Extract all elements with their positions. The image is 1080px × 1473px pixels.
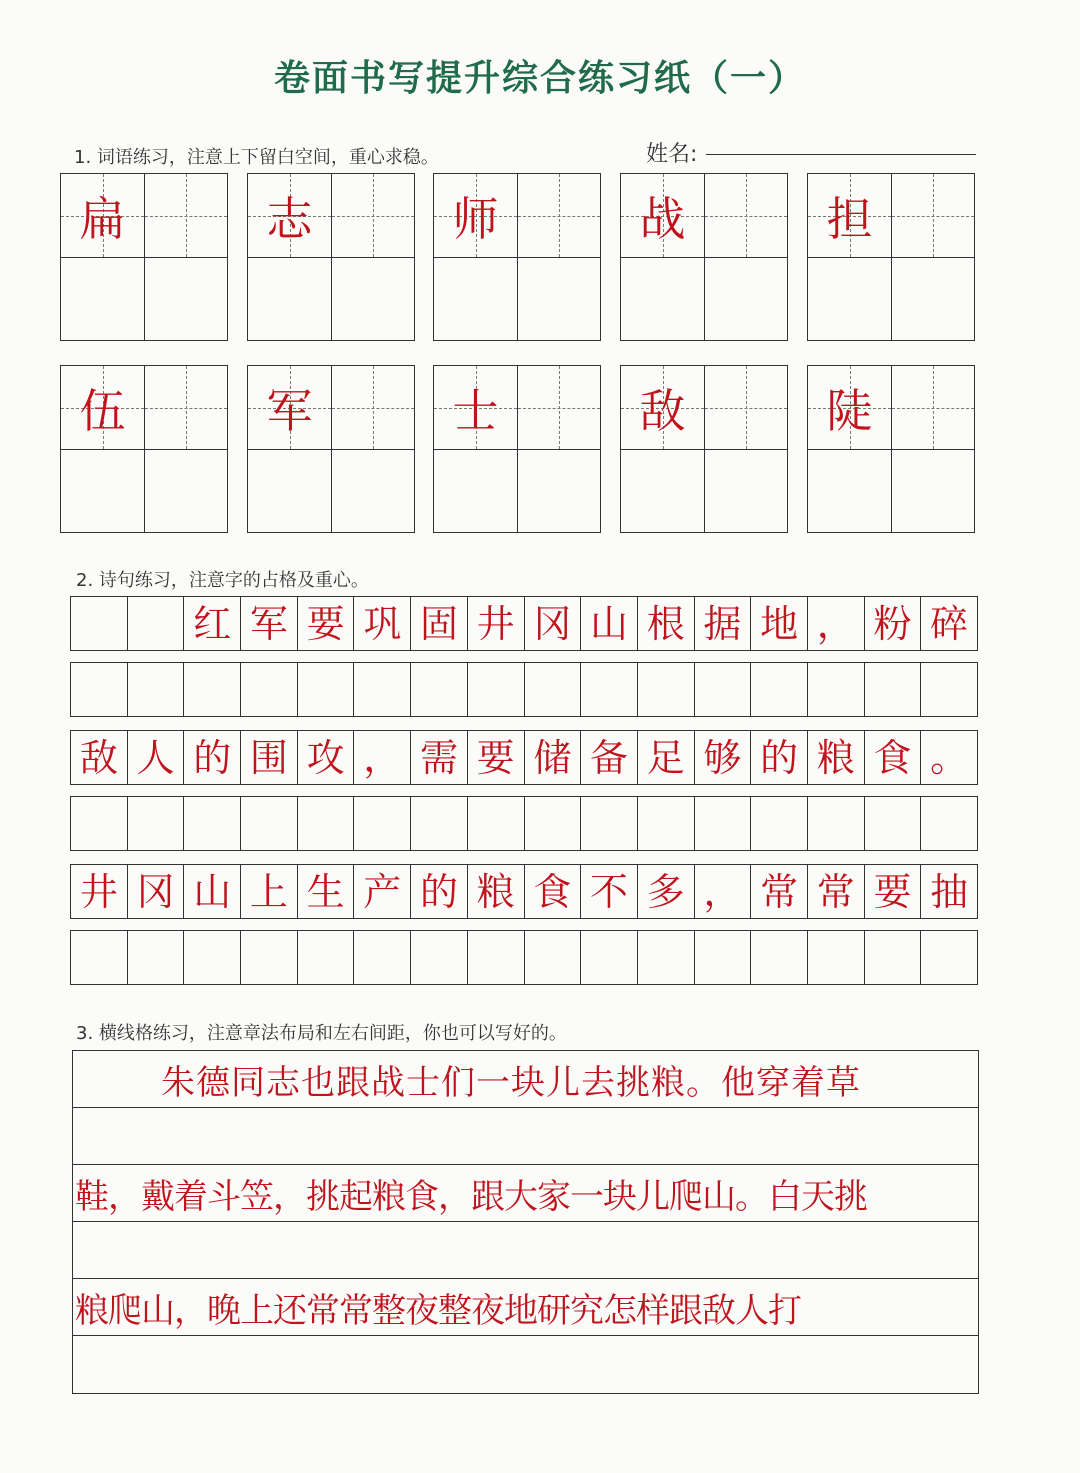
guide-line [518, 408, 600, 409]
poem-cell: 据 [695, 597, 752, 650]
practice-cell[interactable] [621, 257, 704, 340]
page-title: 卷面书写提升综合练习纸（一） [273, 57, 806, 99]
poem-cell: 巩 [354, 597, 411, 650]
poem-cell[interactable] [525, 797, 582, 850]
poem-cell[interactable] [241, 797, 298, 850]
model-cell [248, 174, 331, 257]
guide-line [518, 216, 600, 217]
practice-cell[interactable] [144, 174, 227, 257]
model-character: 陡 [826, 383, 873, 438]
practice-cell[interactable] [891, 449, 974, 532]
poem-cell[interactable] [354, 797, 411, 850]
poem-cell: 常 [808, 865, 865, 918]
model-character: 志 [266, 191, 313, 246]
poem-cell: ， [808, 597, 865, 650]
poem-cell: 敌 [71, 731, 128, 784]
poem-cell: 储 [525, 731, 582, 784]
lined-row-blank[interactable] [73, 1222, 978, 1279]
poem-cell: ， [695, 865, 752, 918]
poem-cell: 不 [581, 865, 638, 918]
practice-cell[interactable] [517, 366, 600, 449]
poem-cell[interactable] [695, 931, 752, 984]
char-practice-grid[interactable] [247, 173, 415, 341]
poem-cell: 军 [241, 597, 298, 650]
char-practice-grid[interactable] [807, 173, 975, 341]
poem-cell: 上 [241, 865, 298, 918]
poem-cell: 粮 [468, 865, 525, 918]
practice-cell[interactable] [808, 449, 891, 532]
practice-cell[interactable] [248, 257, 331, 340]
practice-cell[interactable] [704, 257, 787, 340]
poem-cell[interactable] [184, 663, 241, 716]
poem-cell: 冈 [128, 865, 185, 918]
poem-cell: 冈 [525, 597, 582, 650]
poem-cell[interactable] [468, 663, 525, 716]
poem-cell: 碎 [930, 601, 969, 646]
model-cell [808, 174, 891, 257]
guide-line [892, 408, 974, 409]
poem-cell[interactable] [638, 797, 695, 850]
practice-cell[interactable] [144, 257, 227, 340]
guide-line [332, 408, 414, 409]
poem-row-written [70, 864, 978, 919]
lined-practice-area [72, 1050, 979, 1394]
poem-cell[interactable] [184, 931, 241, 984]
practice-cell[interactable] [331, 257, 414, 340]
practice-cell[interactable] [891, 174, 974, 257]
poem-cell[interactable] [411, 931, 468, 984]
char-practice-grid[interactable] [60, 173, 228, 341]
poem-cell: 要 [298, 597, 355, 650]
poem-cell: 攻 [298, 731, 355, 784]
poem-cell[interactable] [241, 663, 298, 716]
poem-cell: 井 [71, 865, 128, 918]
guide-line [705, 408, 787, 409]
poem-row-blank [70, 662, 978, 717]
poem-cell: 井 [468, 597, 525, 650]
poem-cell: 固 [411, 597, 468, 650]
lined-row-blank[interactable] [73, 1336, 978, 1393]
model-cell [434, 366, 517, 449]
practice-cell[interactable] [704, 174, 787, 257]
poem-cell[interactable] [468, 931, 525, 984]
practice-cell[interactable] [704, 449, 787, 532]
practice-cell[interactable] [144, 366, 227, 449]
poem-cell[interactable] [751, 663, 808, 716]
section1-instruction: 1. 词语练习，注意上下留白空间，重心求稳。 [74, 147, 439, 168]
char-practice-grid[interactable] [620, 365, 788, 533]
name-label: 姓名: [646, 142, 698, 167]
poem-cell[interactable] [411, 797, 468, 850]
model-cell [61, 174, 144, 257]
practice-cell[interactable] [517, 449, 600, 532]
poem-cell[interactable] [241, 931, 298, 984]
model-cell [808, 366, 891, 449]
practice-cell[interactable] [517, 174, 600, 257]
poem-cell[interactable] [808, 931, 865, 984]
poem-cell[interactable] [184, 797, 241, 850]
model-character: 士 [452, 383, 499, 438]
lined-row-written: 朱德同志也跟战士们一块儿去挑粮。他穿着草 [73, 1051, 978, 1108]
guide-line [145, 216, 227, 217]
poem-cell: 山 [184, 865, 241, 918]
poem-cell[interactable] [71, 663, 128, 716]
lined-row-blank[interactable] [73, 1108, 978, 1165]
poem-cell: 粮 [808, 731, 865, 784]
poem-cell[interactable] [128, 931, 185, 984]
poem-cell[interactable] [468, 797, 525, 850]
char-practice-grid[interactable] [433, 365, 601, 533]
model-character: 扁 [79, 191, 126, 246]
poem-cell[interactable] [808, 797, 865, 850]
char-practice-grid[interactable] [60, 365, 228, 533]
practice-cell[interactable] [704, 366, 787, 449]
poem-cell: 产 [354, 865, 411, 918]
poem-cell: 的 [184, 731, 241, 784]
poem-cell [71, 597, 128, 650]
poem-cell[interactable] [581, 797, 638, 850]
poem-cell[interactable] [128, 797, 185, 850]
poem-cell[interactable] [71, 797, 128, 850]
char-practice-grid[interactable] [433, 173, 601, 341]
practice-cell[interactable] [144, 449, 227, 532]
poem-cell[interactable] [751, 797, 808, 850]
model-cell [621, 174, 704, 257]
lined-row-written: 鞋，戴着斗笠，挑起粮食，跟大家一块儿爬山。白天挑 [73, 1165, 978, 1222]
poem-cell: 常 [751, 865, 808, 918]
practice-cell[interactable] [331, 449, 414, 532]
poem-cell[interactable] [808, 663, 865, 716]
section3-instruction: 3. 横线格练习，注意章法布局和左右间距，你也可以写好的。 [76, 1023, 567, 1044]
practice-cell[interactable] [248, 449, 331, 532]
poem-cell: 根 [638, 597, 695, 650]
practice-cell[interactable] [891, 257, 974, 340]
poem-cell[interactable] [921, 797, 977, 850]
poem-row-written [70, 596, 978, 651]
guide-line [332, 216, 414, 217]
poem-cell[interactable] [865, 663, 922, 716]
model-cell [61, 366, 144, 449]
poem-cell[interactable] [298, 663, 355, 716]
practice-cell[interactable] [434, 449, 517, 532]
model-character: 担 [826, 191, 873, 246]
poem-cell: 要 [468, 731, 525, 784]
poem-cell[interactable] [298, 797, 355, 850]
poem-cell[interactable] [921, 931, 977, 984]
poem-cell[interactable] [695, 663, 752, 716]
poem-cell[interactable] [354, 663, 411, 716]
char-practice-grid[interactable] [247, 365, 415, 533]
poem-cell: 足 [638, 731, 695, 784]
poem-cell[interactable] [525, 663, 582, 716]
model-character: 军 [266, 383, 313, 438]
poem-row-blank [70, 930, 978, 985]
poem-cell: 山 [581, 597, 638, 650]
poem-cell: ， [354, 731, 411, 784]
poem-cell: 。 [930, 735, 969, 780]
poem-row-written [70, 730, 978, 785]
poem-cell[interactable] [581, 663, 638, 716]
practice-cell[interactable] [434, 257, 517, 340]
practice-cell[interactable] [517, 257, 600, 340]
poem-cell[interactable] [411, 663, 468, 716]
poem-cell[interactable] [865, 931, 922, 984]
poem-cell [128, 597, 185, 650]
guide-line [145, 408, 227, 409]
poem-cell[interactable] [751, 931, 808, 984]
poem-cell: 抽 [930, 869, 969, 914]
poem-cell[interactable] [638, 931, 695, 984]
char-practice-grid[interactable] [620, 173, 788, 341]
practice-cell[interactable] [331, 174, 414, 257]
model-character: 师 [452, 191, 499, 246]
section2-instruction: 2. 诗句练习，注意字的占格及重心。 [76, 570, 369, 591]
poem-cell: 围 [241, 731, 298, 784]
model-character: 敌 [639, 383, 686, 438]
guide-line [892, 216, 974, 217]
poem-cell[interactable] [865, 797, 922, 850]
poem-cell[interactable] [695, 797, 752, 850]
model-cell [248, 366, 331, 449]
poem-cell[interactable] [71, 931, 128, 984]
poem-cell: 的 [411, 865, 468, 918]
poem-cell: 粉 [865, 597, 922, 650]
poem-cell[interactable] [128, 663, 185, 716]
model-cell [434, 174, 517, 257]
poem-cell: 多 [638, 865, 695, 918]
poem-cell: 需 [411, 731, 468, 784]
poem-cell[interactable] [298, 931, 355, 984]
char-practice-grid[interactable] [807, 365, 975, 533]
practice-cell[interactable] [331, 366, 414, 449]
poem-cell: 红 [184, 597, 241, 650]
model-character: 战 [639, 191, 686, 246]
poem-cell: 的 [751, 731, 808, 784]
poem-cell: 要 [865, 865, 922, 918]
practice-cell[interactable] [891, 366, 974, 449]
name-input-line[interactable] [706, 154, 976, 155]
poem-cell: 食 [865, 731, 922, 784]
poem-cell: 备 [581, 731, 638, 784]
poem-cell: 生 [298, 865, 355, 918]
practice-cell[interactable] [61, 449, 144, 532]
guide-line [705, 216, 787, 217]
poem-cell[interactable] [581, 931, 638, 984]
poem-cell[interactable] [921, 663, 977, 716]
practice-cell[interactable] [61, 257, 144, 340]
poem-cell: 人 [128, 731, 185, 784]
poem-cell: 够 [695, 731, 752, 784]
poem-cell: 地 [751, 597, 808, 650]
lined-row-written: 粮爬山，晚上还常常整夜整夜地研究怎样跟敌人打 [73, 1279, 978, 1336]
poem-cell[interactable] [354, 931, 411, 984]
model-cell [621, 366, 704, 449]
model-character: 伍 [79, 383, 126, 438]
poem-cell[interactable] [638, 663, 695, 716]
poem-cell[interactable] [525, 931, 582, 984]
practice-cell[interactable] [621, 449, 704, 532]
poem-cell: 食 [525, 865, 582, 918]
poem-row-blank [70, 796, 978, 851]
practice-cell[interactable] [808, 257, 891, 340]
